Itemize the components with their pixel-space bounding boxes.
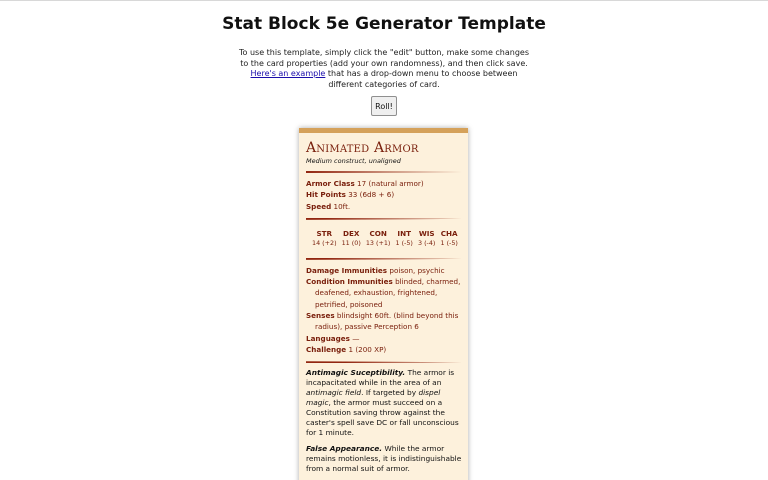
languages-line	[306, 333, 462, 344]
challenge-value: 1 (200 XP)	[348, 344, 387, 354]
ability-label: CHA	[440, 228, 458, 238]
languages-label: Languages	[306, 333, 350, 343]
ability-value: 14 (+2)	[312, 238, 337, 247]
trait-emphasis: antimagic field	[306, 388, 362, 398]
ability-label: DEX	[343, 228, 360, 238]
trait-false-appearance	[306, 444, 462, 474]
ability-value: 3 (-4)	[417, 238, 436, 247]
senses-label: Senses	[306, 311, 335, 321]
ability-label: STR	[316, 228, 333, 238]
hit-points-label: Hit Points	[306, 190, 346, 200]
ability-value: 1 (-5)	[395, 238, 413, 247]
ability-label: INT	[397, 228, 411, 238]
example-link[interactable]: Here's an example	[250, 69, 326, 78]
section-divider	[306, 258, 462, 260]
damage-immunities-value: poison, psychic	[389, 265, 445, 275]
trait-text: While the armor remains motionless, it is indistinguishable from a normal suit of armor.	[306, 444, 462, 474]
speed-label: Speed	[306, 201, 332, 211]
senses-line	[306, 310, 462, 333]
creature-type: Medium construct, unaligned	[306, 157, 401, 165]
top-divider	[0, 0, 768, 1]
senses-value: blindsight 60ft. (blind beyond this radius), passive Perception 6	[315, 311, 459, 332]
hit-points-line	[306, 189, 462, 200]
intro-text-start: To use this template, simply click the "edit" button, make some changes to the card properties (add your own randomness), and then click save.	[238, 48, 530, 68]
page-title: Stat Block 5e Generator Template	[222, 14, 546, 34]
ability-con	[366, 228, 391, 252]
trait-text: . If targeted by	[361, 388, 419, 398]
ability-label: WIS	[418, 228, 435, 238]
trait-name: False Appearance.	[306, 444, 383, 454]
condition-immunities-value: blinded, charmed, deafened, exhaustion, frightened, petrified, poisoned	[315, 277, 461, 309]
trait-emphasis: dispel magic	[306, 388, 441, 408]
speed-line	[306, 201, 462, 212]
trait-name: Antimagic Suceptibility.	[306, 368, 406, 378]
section-divider	[306, 218, 462, 220]
ability-value: 13 (+1)	[365, 238, 391, 247]
stat-block-card	[299, 128, 468, 480]
ability-value: 11 (0)	[341, 238, 361, 247]
languages-value: —	[352, 333, 360, 343]
intro-text-end: that has a drop-down menu to choose between different categories of card.	[325, 69, 518, 89]
ability-int	[395, 228, 412, 252]
challenge-label: Challenge	[306, 344, 347, 354]
section-divider	[306, 361, 462, 363]
ability-cha	[440, 228, 457, 252]
ability-str	[312, 228, 337, 252]
speed-value: 10ft.	[333, 201, 351, 211]
ability-label: CON	[369, 228, 387, 238]
creature-name: Animated Armor	[306, 140, 419, 156]
section-divider	[306, 171, 462, 173]
trait-antimagic-susceptibility	[306, 368, 462, 438]
intro-text	[234, 48, 534, 90]
ability-value: 1 (-5)	[440, 238, 458, 247]
condition-immunities-line	[306, 276, 462, 310]
challenge-line	[306, 344, 462, 355]
condition-immunities-label: Condition Immunities	[306, 277, 393, 287]
ability-dex	[342, 228, 361, 252]
ability-scores	[306, 225, 462, 252]
armor-class-line	[306, 178, 462, 189]
roll-button[interactable]: Roll!	[371, 96, 397, 116]
armor-class-value: 17 (natural armor)	[357, 179, 424, 188]
armor-class-label: Armor Class	[306, 179, 355, 188]
trait-text: , the armor must succeed on a Constitution saving throw against the caster's spell save DC or fall unconscious for 1 minute.	[306, 398, 459, 438]
trait-text: The armor is incapacitated while in the area of an	[306, 368, 455, 388]
damage-immunities-line	[306, 265, 462, 276]
hit-points-value: 33 (6d8 + 6)	[348, 190, 395, 200]
damage-immunities-label: Damage Immunities	[306, 265, 388, 275]
ability-wis	[418, 228, 435, 252]
